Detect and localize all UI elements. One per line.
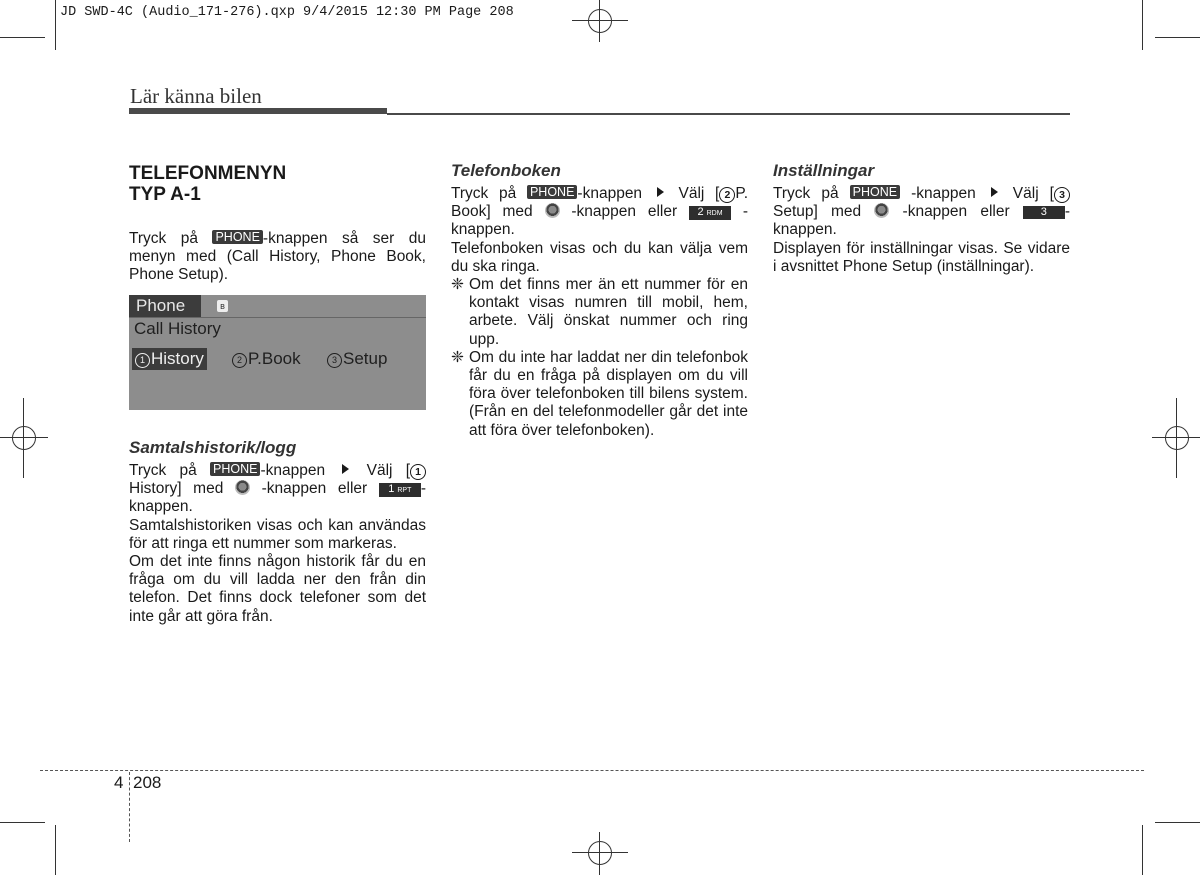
paragraph-phonebook-steps: Tryck på PHONE -knappen Välj [ 2 P. Book] med -knappen eller 2 RDM -knappen. [451, 185, 749, 239]
phone-button-icon: PHONE [210, 462, 260, 476]
tune-knob-icon [235, 480, 250, 495]
section-header-title: Lär känna bilen [130, 84, 262, 108]
header-rule-thick [129, 108, 387, 114]
intro-paragraph: Tryck på PHONE -knappen så ser du menyn med (Call History, Phone Book, Phone Setup). [129, 230, 427, 284]
number-3-icon: 3 [1054, 187, 1070, 203]
paragraph-call-history-info: Samtalshistoriken visas och kan användas för att ringa ett nummer som markeras. [129, 516, 426, 552]
tune-knob-icon [545, 203, 560, 218]
column-1-lower [129, 438, 426, 626]
phone-button-icon: PHONE [527, 185, 577, 199]
preset-key-3-icon: 3 [1023, 206, 1065, 219]
play-arrow-icon [342, 464, 349, 474]
tune-knob-icon [874, 203, 889, 218]
paragraph-call-history-empty: Om det inte finns någon historik får du en fråga om du vill ladda ner den från din telefon. Det finns dock telefoner som det inte går att göra från. [129, 553, 426, 625]
note-multiple-numbers: ❈ Om det finns mer än ett nummer för en kontakt visas numren till mobil, hem, arbete. Välj önskat nummer och ring upp. [451, 276, 748, 348]
print-slug: JD SWD-4C (Audio_171-276).qxp 9/4/2015 12:30 PM Page 208 [60, 5, 514, 20]
paragraph-settings-steps: Tryck på PHONE -knappen Välj [ 3 Setup] med -knappen eller 3 -knappen. [773, 185, 1070, 239]
screen-title: Phone [136, 296, 186, 315]
column-2 [451, 161, 748, 440]
play-arrow-icon [991, 187, 998, 197]
screen-menu [132, 348, 426, 370]
preset-key-2-icon: 2 RDM [689, 206, 731, 220]
bluetooth-icon: ʙ [217, 300, 228, 312]
screen-menu-item-setup: 3 Setup [327, 348, 387, 370]
note-symbol-icon: ❈ [451, 348, 464, 366]
note-symbol-icon: ❈ [451, 276, 464, 294]
chapter-number: 4 [114, 773, 124, 792]
column-3 [773, 161, 1070, 276]
phone-button-icon: PHONE [850, 185, 900, 199]
paragraph-phonebook-info: Telefonboken visas och du kan välja vem du ska ringa. [451, 239, 748, 275]
preset-key-1-icon: 1 RPT [379, 483, 421, 497]
page-title: TELEFONMENYN TYP A-1 [129, 163, 287, 205]
header-rule-thin [387, 113, 1070, 115]
screen-subtitle: Call History [134, 319, 221, 338]
column-1 [129, 163, 426, 285]
note-download-phonebook: ❈ Om du inte har laddat ner din telefonbok får du en fråga på displayen om du vill föra över telefonboken till bilens system. (Från en del telefonmodeller går det inte att föra över telefonboken). [451, 348, 748, 439]
screen-divider [129, 317, 426, 318]
display-screen [129, 295, 426, 410]
phone-button-icon: PHONE [212, 230, 262, 244]
paragraph-settings-info: Displayen för inställningar visas. Se vidare i avsnittet Phone Setup (inställningar). [773, 239, 1070, 275]
paragraph-call-history-steps: Tryck på PHONE -knappen Välj [ 1 History] med -knappen eller 1 RPT -knappen. [129, 462, 426, 516]
screen-menu-item-history: 1 History [132, 348, 207, 370]
screen-menu-item-pbook: 2 P.Book [232, 348, 301, 370]
number-1-icon: 1 [410, 464, 426, 480]
sub-heading-settings: Inställningar [773, 161, 875, 180]
page-number: 208 [133, 773, 162, 792]
number-2-icon: 2 [719, 187, 735, 203]
sub-heading-phonebook: Telefonboken [451, 161, 561, 180]
footer-rule [40, 770, 1144, 771]
sub-heading-call-history: Samtalshistorik/logg [129, 438, 297, 457]
footer-divider [129, 772, 130, 842]
play-arrow-icon [657, 187, 664, 197]
